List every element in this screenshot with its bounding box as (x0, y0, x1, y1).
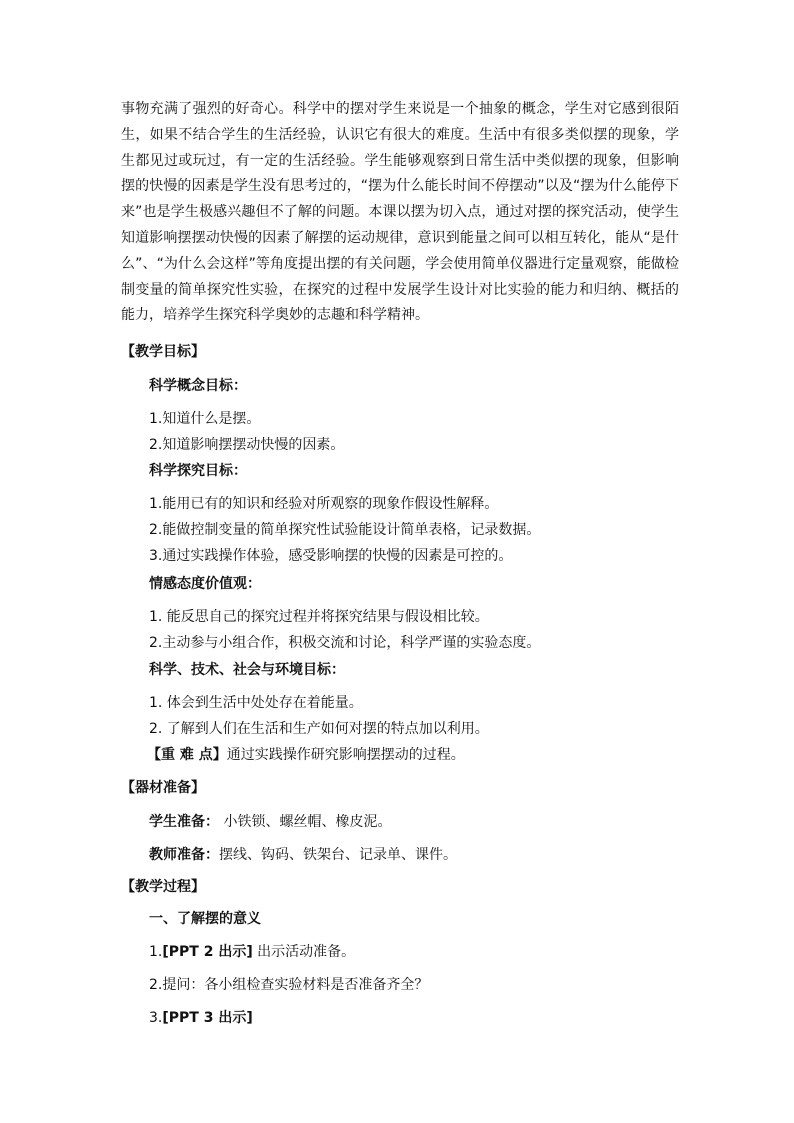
attitude-goal-heading: 情感态度价值观： (149, 576, 261, 592)
concept-goal-heading: 科学概念目标： (149, 378, 247, 394)
step-number: 3. (149, 1010, 163, 1026)
inquiry-goal-item: 3.通过实践操作体验，感受影响摆的快慢的因素是可控的。 (149, 548, 513, 564)
step-text: 出示活动准备。 (252, 944, 356, 960)
intro-paragraph: 事物充满了强烈的好奇心。科学中的摆对学生来说是一个抽象的概念，学生对它感到很陌生，如果不结合学生的生活经验，认识它有很大的难度。生活中有很多类似摆的现象，学生都见过或玩过，有一定的生活经验。学生能够观察到日常生活中类似摆的现象，但影响摆的快慢的因素是学生没有思考过的，“摆为什么能长时间不停摆动”以及“摆为什么能停下来”也是学生极感兴趣但不了解的问题。本课以摆为切入点，通过对摆的探究活动，使学生知道影响摆摆动快慢的因素了解摆的运动规律，意识到能量之间可以相互转化，能从“是什么”、“为什么会这样”等角度提出摆的有关问题，学会使用简单仪器进行定量观察，能做检制变量的简单探究性实验，在探究的过程中发展学生设计对比实验的能力和归纳、概括的能力，培养学生探究科学奥妙的志趣和科学精神。 (121, 101, 679, 324)
key-point-label: 【重 难 点】 (147, 747, 227, 763)
student-materials (149, 812, 391, 832)
key-point-line (147, 745, 465, 765)
concept-goal-item: 1.知道什么是摆。 (149, 411, 261, 427)
process-step (149, 942, 355, 962)
process-section-title: 一、了解摆的意义 (149, 911, 261, 927)
objectives-heading: 【教学目标】 (121, 344, 205, 360)
inquiry-goal-item: 1.能用已有的知识和经验对所观察的现象作假设性解释。 (149, 496, 499, 512)
student-materials-label: 学生准备： (149, 814, 219, 830)
process-heading: 【教学过程】 (121, 879, 205, 895)
attitude-goal-item: 2.主动参与小组合作，积极交流和讨论，科学严谨的实验态度。 (149, 635, 541, 651)
attitude-goal-item: 1. 能反思自己的探究过程并将探究结果与假设相比较。 (149, 609, 489, 625)
teacher-materials (149, 845, 457, 865)
teacher-materials-text: 摆线、钩码、铁架台、记录单、课件。 (219, 847, 457, 863)
concept-goal-item: 2.知道影响摆摆动快慢的因素。 (149, 437, 345, 453)
sts-goal-item: 1. 体会到生活中处处存在着能量。 (149, 695, 363, 711)
materials-heading: 【器材准备】 (121, 780, 205, 796)
step-number: 1. (149, 944, 163, 960)
inquiry-goal-item: 2.能做控制变量的简单探究性试验能设计简单表格，记录数据。 (149, 522, 541, 538)
ppt-tag: [PPT 3 出示] (162, 1010, 253, 1026)
sts-goal-item: 2. 了解到人们在生活和生产如何对摆的特点加以利用。 (149, 721, 489, 737)
key-point-text: 通过实践操作研究影响摆摆动的过程。 (226, 747, 465, 763)
student-materials-text: 小铁锁、螺丝帽、橡皮泥。 (219, 814, 392, 830)
process-step (149, 1008, 253, 1028)
ppt-tag: [PPT 2 出示] (162, 944, 253, 960)
process-step: 2.提问：各小组检查实验材料是否准备齐全？ (149, 977, 429, 993)
inquiry-goal-heading: 科学探究目标： (149, 463, 247, 479)
sts-goal-heading: 科学、技术、社会与环境目标： (149, 662, 345, 678)
teacher-materials-label: 教师准备： (149, 847, 219, 863)
